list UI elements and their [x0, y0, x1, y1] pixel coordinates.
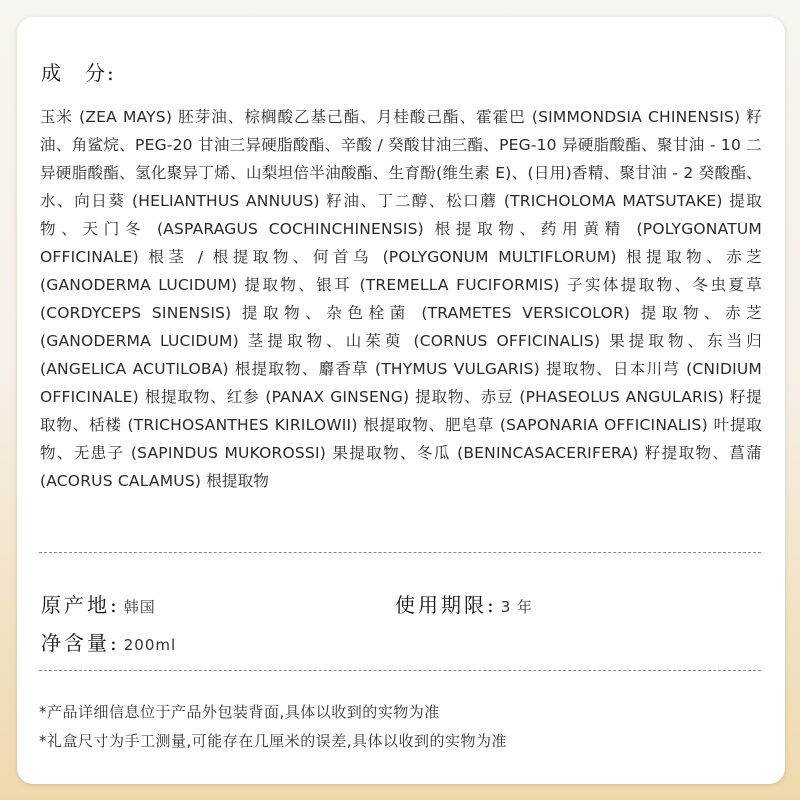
- net-content-row: [41, 627, 176, 656]
- ingredients-list: 玉米 (ZEA MAYS) 胚芽油、棕榈酸乙基己酯、月桂酸己酯、霍霍巴 (SIMMONDSIA CHINENSIS) 籽油、角鲨烷、PEG-20 甘油三异硬脂酸酯、辛酸 / 癸酸甘油三酯、PEG-10 异硬脂酸酯、聚甘油 - 10 二异硬脂酸酯、氢化聚异丁烯、山梨坦倍半油酸酯、生育酚(维生素 E)、(日用)香精、聚甘油 - 2 癸酸酯、水、向日葵 (HELIANTHUS ANNUUS) 籽油、丁二醇、松口蘑 (TRICHOLOMA MATSUTAKE) 提取物、天门冬 (ASPARAGUS COCHINCHINENSIS) 根提取物、药用黄精 (POLYGONATUM OFFICINALE) 根茎 / 根提取物、何首乌 (POLYGONUM MULTIFLORUM) 根提取物、赤芝 (GANODERMA LUCIDUM) 提取物、银耳 (TREMELLA FUCIFORMIS) 子实体提取物、冬虫夏草 (CORDYCEPS SINENSIS) 提取物、杂色栓菌 (TRAMETES VERSICOLOR) 提取物、赤芝 (GANODERMA LUCIDUM) 茎提取物、山茱萸 (CORNUS OFFICINALIS) 果提取物、东当归 (ANGELICA ACUTILOBA) 根提取物、麝香草 (THYMUS VULGARIS) 提取物、日本川芎 (CNIDIUM OFFICINALE) 根提取物、红参 (PANAX GINSENG) 提取物、赤豆 (PHASEOLUS ANGULARIS) 籽提取物、栝楼 (TRICHOSANTHES KIRILOWII) 根提取物、肥皂草 (SAPONARIA OFFICINALIS) 叶提取物、无患子 (SAPINDUS MUKOROSSI) 果提取物、冬瓜 (BENINCASACERIFERA) 籽提取物、菖蒲 (ACORUS CALAMUS) 根提取物: [40, 108, 762, 490]
- origin-label: 原产地:: [41, 593, 120, 617]
- origin-value: 韩国: [123, 598, 156, 616]
- expiry-row: [395, 589, 533, 618]
- origin-row: [41, 589, 156, 618]
- note-box-size: *礼盒尺寸为手工测量,可能存在几厘米的误差,具体以收到的实物为准: [39, 732, 508, 750]
- product-info-card: [17, 17, 785, 784]
- note-packaging: *产品详细信息位于产品外包装背面,具体以收到的实物为准: [39, 703, 440, 721]
- expiry-label: 使用期限:: [395, 593, 497, 617]
- net-content-value: 200ml: [123, 636, 177, 654]
- net-content-label: 净含量:: [41, 631, 120, 655]
- expiry-value: 3 年: [500, 598, 534, 616]
- disclaimer-notes: [39, 698, 507, 756]
- ingredients-title-char2: 分:: [85, 61, 116, 85]
- dashed-divider-top: [39, 552, 761, 553]
- dashed-divider-bottom: [39, 670, 761, 671]
- ingredients-title: [41, 57, 116, 86]
- ingredients-title-char1: 成: [41, 61, 63, 85]
